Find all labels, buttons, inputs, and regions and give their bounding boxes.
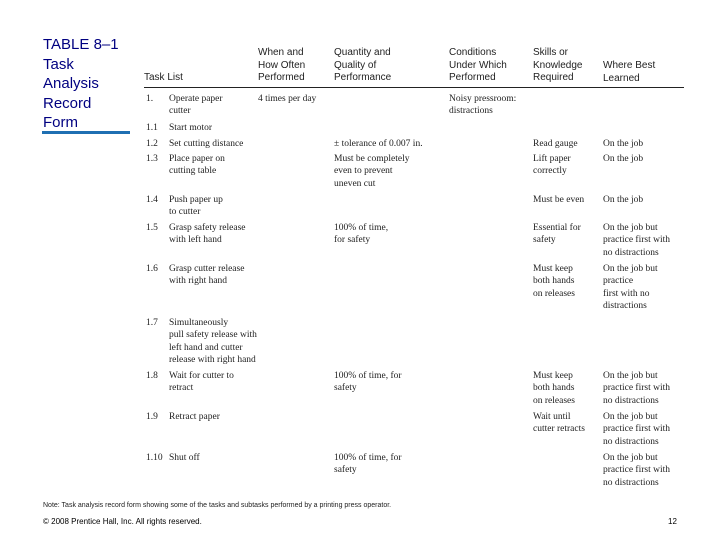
cell-where: [603, 153, 643, 165]
cell-task-line: to cutter: [169, 207, 201, 218]
cell-quantity-line: for safety: [334, 235, 371, 246]
header-line: Performed: [258, 72, 305, 83]
title-underline: [42, 131, 130, 134]
header-line: Task List: [144, 72, 183, 83]
cell-skills: [533, 194, 584, 206]
header-line: Performance: [334, 72, 392, 83]
cell-where-line: On the job: [603, 139, 644, 149]
cell-num-line: 1.10: [146, 453, 163, 463]
cell-where-line: On the job but: [603, 412, 658, 422]
cell-num-line: 1.7: [146, 318, 158, 328]
cell-num: [146, 194, 158, 206]
cell-quantity: [334, 222, 388, 247]
cell-task-line: Retract paper: [169, 412, 220, 422]
header-line: Knowledge: [533, 59, 583, 71]
cell-task-line: Place paper on: [169, 154, 225, 164]
header-line: When and: [258, 47, 304, 58]
cell-skills: [533, 411, 585, 436]
cell-where-line: no distractions: [603, 436, 659, 447]
cell-where-line: practice first with: [603, 235, 671, 246]
cell-skills-line: both hands: [533, 383, 575, 394]
cell-skills-line: Must keep: [533, 371, 573, 381]
cell-skills-line: Must be even: [533, 195, 585, 205]
header-where-learned: [603, 60, 655, 85]
cell-task: [169, 138, 243, 150]
cell-skills-line: cutter retracts: [533, 424, 585, 435]
cell-skills-line: safety: [533, 235, 556, 246]
cell-task-line: Operate paper: [169, 94, 223, 104]
cell-quantity-line: even to prevent: [334, 166, 393, 177]
cell-where-line: On the job but: [603, 453, 658, 463]
cell-conditions-line: distractions: [449, 106, 493, 117]
cell-where-line: no distractions: [603, 477, 659, 488]
title-line: Task: [43, 55, 74, 73]
cell-task-line: left hand and cutter: [169, 342, 243, 353]
cell-num: [146, 122, 158, 134]
cell-task-line: Set cutting distance: [169, 139, 244, 149]
header-line: Learned: [603, 72, 640, 84]
cell-when-line: 4 times per day: [258, 94, 317, 104]
title-line: TABLE 8–1: [43, 36, 119, 53]
cell-quantity-line: 100% of time, for: [334, 371, 402, 381]
cell-skills: [533, 222, 581, 247]
header-line: Where Best: [603, 60, 656, 71]
cell-num: [146, 222, 158, 234]
header-skills-knowledge: [533, 47, 582, 85]
cell-task: [169, 317, 257, 366]
cell-quantity-line: safety: [334, 383, 357, 394]
cell-where-line: no distractions: [603, 247, 659, 258]
cell-where: [603, 194, 643, 206]
cell-skills: [533, 370, 575, 407]
cell-num: [146, 153, 158, 165]
copyright-footer: © 2008 Prentice Hall, Inc. All rights reserved.: [43, 517, 202, 526]
title-line: Analysis: [43, 75, 99, 92]
cell-task-line: Wait for cutter to: [169, 371, 234, 381]
cell-num-line: 1.5: [146, 223, 158, 233]
cell-num-line: 1.6: [146, 264, 158, 274]
cell-where-line: distractions: [603, 300, 647, 311]
header-line: Quality of: [334, 59, 377, 71]
cell-conditions: [449, 93, 516, 118]
cell-where-line: On the job but: [603, 371, 658, 381]
cell-skills-line: Must keep: [533, 264, 573, 274]
cell-quantity-line: Must be completely: [334, 154, 410, 164]
cell-where: [603, 263, 658, 312]
cell-skills: [533, 138, 578, 150]
title-line: Form: [43, 114, 78, 131]
cell-task: [169, 153, 225, 178]
cell-task-line: pull safety release with: [169, 330, 257, 341]
cell-num: [146, 411, 158, 423]
cell-num: [146, 93, 153, 105]
cell-quantity: [334, 370, 402, 395]
cell-where: [603, 411, 670, 448]
header-line: Quantity and: [334, 47, 391, 58]
cell-quantity-line: 100% of time, for: [334, 453, 402, 463]
cell-where-line: no distractions: [603, 395, 659, 406]
cell-task: [169, 370, 234, 395]
cell-num: [146, 452, 163, 464]
cell-task-line: Push paper up: [169, 195, 223, 205]
cell-where-line: On the job but: [603, 223, 658, 233]
cell-task-line: retract: [169, 383, 194, 394]
cell-task: [169, 194, 223, 219]
cell-quantity: [334, 138, 423, 150]
cell-skills-line: Lift paper: [533, 154, 571, 164]
cell-num-line: 1.: [146, 94, 154, 104]
cell-task-line: Start motor: [169, 123, 213, 133]
cell-where-line: practice first with: [603, 424, 671, 435]
cell-skills: [533, 263, 575, 300]
cell-num: [146, 370, 158, 382]
cell-task-line: Grasp safety release: [169, 223, 246, 233]
cell-skills-line: correctly: [533, 166, 567, 177]
cell-where-line: On the job: [603, 195, 644, 205]
header-line: Skills or: [533, 47, 569, 58]
cell-where: [603, 370, 670, 407]
cell-task-line: cutting table: [169, 166, 217, 177]
cell-skills-line: on releases: [533, 288, 575, 299]
cell-conditions-line: Noisy pressroom:: [449, 94, 517, 104]
cell-task-line: release with right hand: [169, 354, 256, 365]
header-line: Conditions: [449, 47, 497, 58]
cell-where-line: first with no: [603, 288, 650, 299]
cell-task: [169, 93, 223, 118]
slide-title: [43, 35, 133, 133]
cell-quantity: [334, 452, 402, 477]
cell-num: [146, 317, 158, 329]
cell-task-line: with right hand: [169, 276, 228, 287]
cell-quantity-line: ± tolerance of 0.007 in.: [334, 139, 423, 149]
cell-num: [146, 138, 158, 150]
cell-num-line: 1.4: [146, 195, 158, 205]
cell-task: [169, 122, 212, 134]
header-line: How Often: [258, 59, 306, 71]
cell-num-line: 1.1: [146, 123, 158, 133]
cell-where-line: On the job: [603, 154, 644, 164]
cell-task-line: Grasp cutter release: [169, 264, 245, 274]
header-quantity-quality: [334, 47, 391, 85]
cell-where: [603, 452, 670, 489]
cell-quantity-line: 100% of time,: [334, 223, 389, 233]
cell-num-line: 1.8: [146, 371, 158, 381]
table-note: Note: Task analysis record form showing some of the tasks and subtasks performed by a printing press operator.: [43, 502, 392, 509]
header-divider: [144, 87, 684, 88]
cell-where-line: practice: [603, 276, 634, 287]
cell-skills-line: on releases: [533, 395, 575, 406]
cell-num-line: 1.3: [146, 154, 158, 164]
cell-task: [169, 263, 244, 288]
header-when-performed: [258, 47, 305, 85]
cell-skills-line: Wait until: [533, 412, 571, 422]
cell-skills-line: Read gauge: [533, 139, 578, 149]
header-line: Performed: [449, 72, 496, 83]
cell-when: [258, 93, 316, 105]
header-task-list: [144, 72, 183, 85]
cell-task-line: Shut off: [169, 453, 200, 463]
cell-num: [146, 263, 158, 275]
cell-num-line: 1.2: [146, 139, 158, 149]
cell-task: [169, 222, 246, 247]
title-line: Record: [43, 94, 92, 112]
cell-quantity-line: uneven cut: [334, 178, 376, 189]
cell-task-line: cutter: [169, 106, 191, 117]
cell-where-line: practice first with: [603, 465, 671, 476]
cell-quantity: [334, 153, 409, 190]
cell-task-line: with left hand: [169, 235, 222, 246]
cell-skills: [533, 153, 571, 178]
header-line: Under Which: [449, 59, 507, 71]
cell-task-line: Simultaneously: [169, 318, 229, 328]
cell-where-line: practice first with: [603, 383, 671, 394]
cell-skills-line: Essential for: [533, 223, 581, 233]
cell-task: [169, 411, 220, 423]
cell-where-line: On the job but: [603, 264, 658, 274]
header-conditions: [449, 47, 507, 85]
cell-skills-line: both hands: [533, 276, 575, 287]
header-line: Required: [533, 72, 574, 83]
cell-num-line: 1.9: [146, 412, 158, 422]
cell-quantity-line: safety: [334, 465, 357, 476]
cell-where: [603, 222, 670, 259]
page-number: 12: [668, 517, 677, 526]
cell-where: [603, 138, 643, 150]
cell-task: [169, 452, 200, 464]
